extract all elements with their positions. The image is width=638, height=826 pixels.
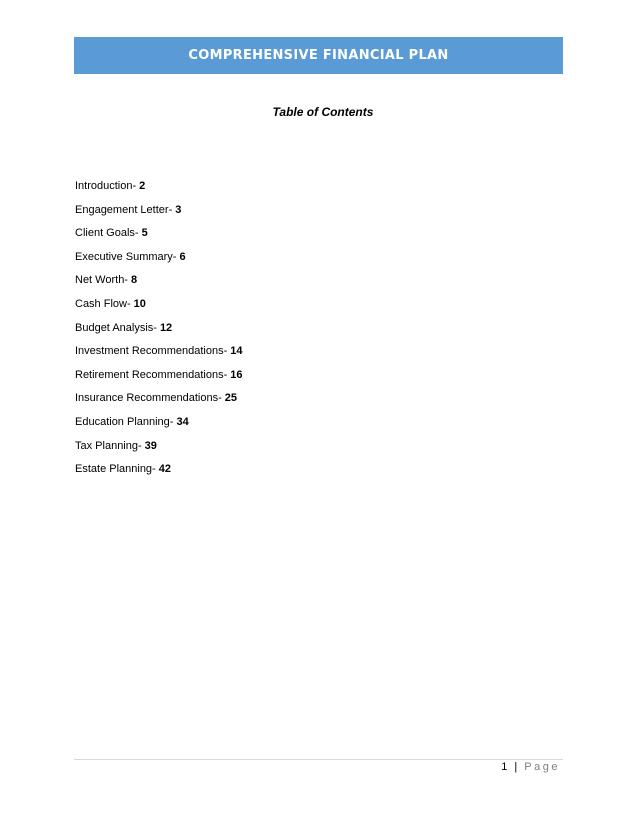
toc-entry-page: 5 — [141, 227, 148, 240]
toc-entry-page: 2 — [139, 180, 146, 192]
toc-entry[interactable] — [75, 368, 242, 392]
toc-entry-page: 42 — [158, 463, 171, 476]
document-title: COMPREHENSIVE FINANCIAL PLAN — [188, 48, 449, 63]
toc-entry[interactable] — [75, 439, 242, 463]
toc-entry-label: Tax Planning- — [75, 439, 142, 452]
toc-entry[interactable] — [75, 250, 242, 274]
toc-entry[interactable] — [75, 273, 242, 297]
toc-entry-page: 25 — [224, 392, 237, 405]
toc-heading: Table of Contents — [272, 105, 374, 119]
toc-entry-label: Executive Summary- — [75, 250, 177, 263]
page-label: Page — [524, 761, 560, 773]
page-number: 1 — [501, 761, 508, 773]
toc-entry[interactable] — [75, 344, 242, 368]
toc-entry-label: Estate Planning- — [75, 463, 156, 476]
page-footer — [501, 761, 560, 773]
toc-entry-page: 34 — [176, 415, 189, 428]
toc-entry-page: 12 — [159, 321, 173, 334]
toc-entry[interactable] — [75, 391, 242, 415]
toc-entry-label: Client Goals- — [75, 227, 139, 240]
toc-entry-label: Retirement Recommendations- — [75, 368, 228, 381]
footer-divider — [74, 759, 563, 760]
toc-entry-label: Insurance Recommendations- — [75, 392, 222, 405]
toc-entry-label: Cash Flow- — [75, 297, 131, 310]
toc-entry[interactable] — [75, 415, 242, 439]
toc-entry-label: Net Worth- — [75, 274, 128, 287]
toc-entry-page: 16 — [230, 368, 243, 381]
toc-entry[interactable] — [75, 226, 242, 250]
toc-entry[interactable] — [75, 179, 242, 203]
toc-entry-label: Investment Recommendations- — [75, 345, 228, 358]
toc-entry[interactable] — [75, 462, 242, 486]
toc-entry-label: Engagement Letter- — [75, 203, 173, 216]
toc-entry-page: 3 — [175, 203, 182, 216]
toc-entry[interactable] — [75, 297, 242, 321]
toc-entry-label: Budget Analysis- — [75, 321, 157, 334]
toc-entry-label: Education Planning- — [75, 415, 174, 428]
toc-entry-page: 14 — [230, 345, 243, 358]
header-banner — [74, 37, 563, 74]
toc-entry-page: 39 — [144, 439, 157, 452]
toc-entry-page: 8 — [130, 274, 138, 287]
toc-list — [75, 179, 242, 486]
toc-entry-label: Introduction- — [75, 180, 137, 192]
toc-entry-page: 10 — [133, 297, 146, 310]
toc-entry[interactable] — [75, 203, 242, 227]
toc-entry[interactable] — [75, 321, 242, 345]
footer-separator: | — [514, 761, 518, 773]
toc-entry-page: 6 — [179, 250, 186, 263]
